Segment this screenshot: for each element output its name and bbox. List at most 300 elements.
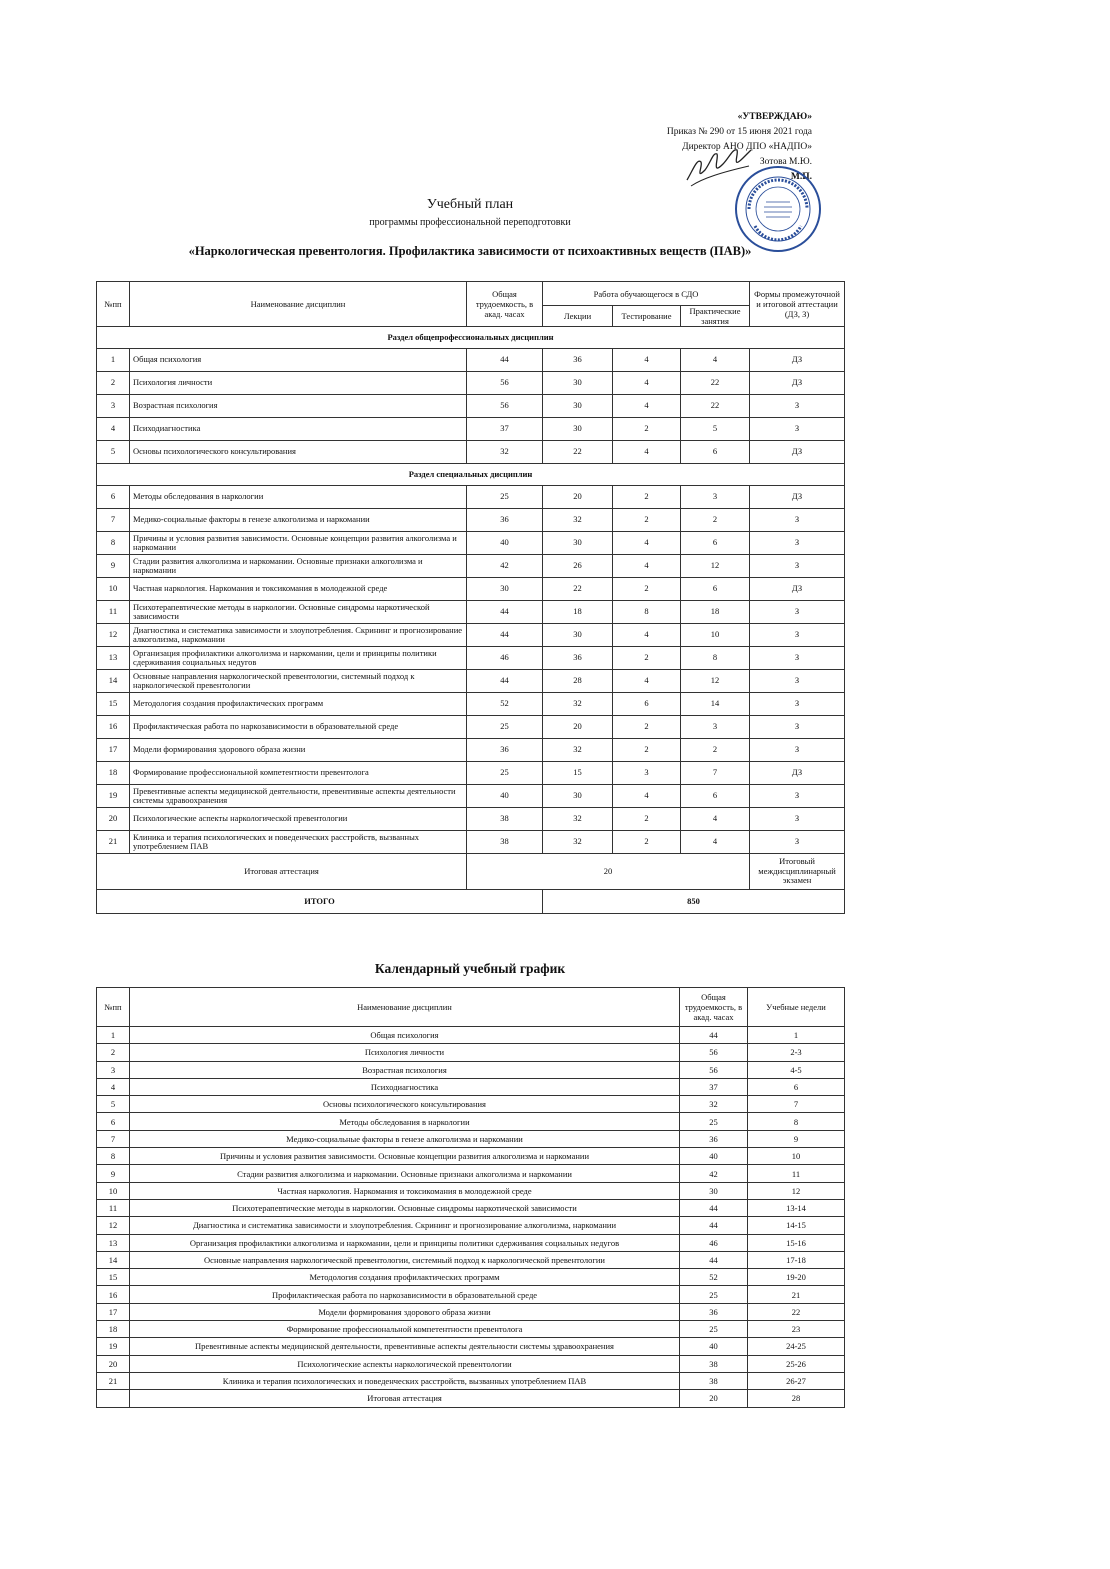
schedule-row-number: 21 bbox=[97, 1372, 130, 1389]
hours-cell: 46 bbox=[467, 647, 543, 670]
schedule-row bbox=[97, 1113, 845, 1130]
schedule-row-number: 10 bbox=[97, 1182, 130, 1199]
schedule-header-weeks: Учебные недели bbox=[748, 988, 845, 1027]
practice-cell: 6 bbox=[681, 785, 750, 808]
discipline-name: Методология создания профилактических программ bbox=[130, 693, 467, 716]
practice-cell: 5 bbox=[681, 418, 750, 441]
schedule-discipline-name: Основы психологического консультирования bbox=[130, 1096, 680, 1113]
schedule-discipline-name: Диагностика и систематика зависимости и злоупотребления. Скрининг и прогнозирование алкоголизма, наркомании bbox=[130, 1217, 680, 1234]
schedule-weeks-cell: 28 bbox=[748, 1390, 845, 1407]
schedule-discipline-name: Психология личности bbox=[130, 1044, 680, 1061]
hours-cell: 44 bbox=[467, 601, 543, 624]
row-number: 1 bbox=[97, 349, 130, 372]
row-number: 15 bbox=[97, 693, 130, 716]
schedule-weeks-cell: 11 bbox=[748, 1165, 845, 1182]
schedule-row bbox=[97, 1338, 845, 1355]
schedule-hours-cell: 40 bbox=[680, 1338, 748, 1355]
schedule-row-number: 8 bbox=[97, 1148, 130, 1165]
row-number: 5 bbox=[97, 441, 130, 464]
hours-cell: 42 bbox=[467, 555, 543, 578]
schedule-row bbox=[97, 1044, 845, 1061]
row-number: 19 bbox=[97, 785, 130, 808]
testing-cell: 8 bbox=[613, 601, 681, 624]
header-num: №пп bbox=[97, 282, 130, 327]
row-number: 8 bbox=[97, 532, 130, 555]
practice-cell: 7 bbox=[681, 762, 750, 785]
schedule-weeks-cell: 14-15 bbox=[748, 1217, 845, 1234]
approval-title: «УТВЕРЖДАЮ» bbox=[737, 112, 812, 122]
testing-cell: 4 bbox=[613, 532, 681, 555]
form-cell: З bbox=[750, 785, 845, 808]
schedule-hours-cell: 56 bbox=[680, 1061, 748, 1078]
row-number: 16 bbox=[97, 716, 130, 739]
header-lectures: Лекции bbox=[543, 306, 613, 327]
lectures-cell: 32 bbox=[543, 509, 613, 532]
lectures-cell: 22 bbox=[543, 441, 613, 464]
hours-cell: 25 bbox=[467, 486, 543, 509]
schedule-hours-cell: 40 bbox=[680, 1148, 748, 1165]
row-number: 11 bbox=[97, 601, 130, 624]
discipline-name: Клиника и терапия психологических и поведенческих расстройств, вызванных употреблением ПАВ bbox=[130, 831, 467, 854]
schedule-row-number: 15 bbox=[97, 1269, 130, 1286]
testing-cell: 2 bbox=[613, 647, 681, 670]
schedule-weeks-cell: 25-26 bbox=[748, 1355, 845, 1372]
form-cell: З bbox=[750, 395, 845, 418]
practice-cell: 4 bbox=[681, 349, 750, 372]
lectures-cell: 32 bbox=[543, 693, 613, 716]
practice-cell: 2 bbox=[681, 739, 750, 762]
final-form: Итоговый междисциплинарный экзамен bbox=[750, 854, 845, 890]
form-cell: ДЗ bbox=[750, 486, 845, 509]
table-row bbox=[97, 716, 845, 739]
hours-cell: 44 bbox=[467, 670, 543, 693]
testing-cell: 2 bbox=[613, 509, 681, 532]
schedule-discipline-name: Психологические аспекты наркологической превентологии bbox=[130, 1355, 680, 1372]
schedule-weeks-cell: 8 bbox=[748, 1113, 845, 1130]
schedule-discipline-name: Превентивные аспекты медицинской деятельности, превентивные аспекты деятельности системы здравоохранения bbox=[130, 1338, 680, 1355]
schedule-row-number: 7 bbox=[97, 1130, 130, 1147]
schedule-row-number: 16 bbox=[97, 1286, 130, 1303]
schedule-row bbox=[97, 1321, 845, 1338]
practice-cell: 12 bbox=[681, 555, 750, 578]
testing-cell: 4 bbox=[613, 785, 681, 808]
form-cell: З bbox=[750, 509, 845, 532]
testing-cell: 4 bbox=[613, 372, 681, 395]
hours-cell: 44 bbox=[467, 624, 543, 647]
form-cell: З bbox=[750, 808, 845, 831]
schedule-discipline-name: Психодиагностика bbox=[130, 1078, 680, 1095]
approval-name: Зотова М.Ю. bbox=[759, 157, 812, 167]
table-row bbox=[97, 349, 845, 372]
schedule-discipline-name: Методы обследования в наркологии bbox=[130, 1113, 680, 1130]
schedule-header-num: №пп bbox=[97, 988, 130, 1027]
schedule-row bbox=[97, 1199, 845, 1216]
lectures-cell: 30 bbox=[543, 395, 613, 418]
schedule-weeks-cell: 2-3 bbox=[748, 1044, 845, 1061]
schedule-discipline-name: Основные направления наркологической превентологии, системный подход к наркологической превентологии bbox=[130, 1251, 680, 1268]
practice-cell: 2 bbox=[681, 509, 750, 532]
schedule-weeks-cell: 19-20 bbox=[748, 1269, 845, 1286]
row-number: 4 bbox=[97, 418, 130, 441]
lectures-cell: 30 bbox=[543, 372, 613, 395]
final-hours: 20 bbox=[467, 854, 750, 890]
table-row bbox=[97, 693, 845, 716]
schedule-hours-cell: 42 bbox=[680, 1165, 748, 1182]
lectures-cell: 26 bbox=[543, 555, 613, 578]
form-cell: З bbox=[750, 601, 845, 624]
schedule-discipline-name: Медико-социальные факторы в генезе алкоголизма и наркомании bbox=[130, 1130, 680, 1147]
header-practice: Практические занятия bbox=[681, 306, 750, 327]
schedule-row bbox=[97, 1061, 845, 1078]
practice-cell: 3 bbox=[681, 486, 750, 509]
schedule-title: Календарный учебный график bbox=[374, 961, 566, 976]
discipline-name: Частная наркология. Наркомания и токсикомания в молодежной среде bbox=[130, 578, 467, 601]
hours-cell: 37 bbox=[467, 418, 543, 441]
table-row bbox=[97, 418, 845, 441]
schedule-weeks-cell: 7 bbox=[748, 1096, 845, 1113]
table-row bbox=[97, 831, 845, 854]
schedule-weeks-cell: 6 bbox=[748, 1078, 845, 1095]
testing-cell: 2 bbox=[613, 486, 681, 509]
schedule-row bbox=[97, 1372, 845, 1389]
schedule-hours-cell: 44 bbox=[680, 1199, 748, 1216]
practice-cell: 12 bbox=[681, 670, 750, 693]
total-label: ИТОГО bbox=[97, 890, 543, 914]
schedule-discipline-name: Психотерапевтические методы в наркологии. Основные синдромы наркотической зависимости bbox=[130, 1199, 680, 1216]
form-cell: З bbox=[750, 624, 845, 647]
schedule-discipline-name: Частная наркология. Наркомания и токсикомания в молодежной среде bbox=[130, 1182, 680, 1199]
testing-cell: 4 bbox=[613, 441, 681, 464]
schedule-table bbox=[96, 987, 845, 1408]
table-row bbox=[97, 441, 845, 464]
schedule-hours-cell: 37 bbox=[680, 1078, 748, 1095]
practice-cell: 10 bbox=[681, 624, 750, 647]
schedule-row bbox=[97, 1027, 845, 1044]
schedule-hours-cell: 25 bbox=[680, 1321, 748, 1338]
header-hours: Общая трудоемкость, в акад. часах bbox=[467, 282, 543, 327]
discipline-name: Психодиагностика bbox=[130, 418, 467, 441]
schedule-weeks-cell: 26-27 bbox=[748, 1372, 845, 1389]
section-general: Раздел общепрофессиональных дисциплин bbox=[97, 327, 845, 349]
schedule-row-number: 18 bbox=[97, 1321, 130, 1338]
schedule-hours-cell: 44 bbox=[680, 1027, 748, 1044]
row-number: 12 bbox=[97, 624, 130, 647]
testing-cell: 2 bbox=[613, 831, 681, 854]
schedule-discipline-name: Формирование профессиональной компетентности превентолога bbox=[130, 1321, 680, 1338]
practice-cell: 8 bbox=[681, 647, 750, 670]
schedule-row bbox=[97, 1286, 845, 1303]
lectures-cell: 20 bbox=[543, 486, 613, 509]
schedule-weeks-cell: 13-14 bbox=[748, 1199, 845, 1216]
testing-cell: 3 bbox=[613, 762, 681, 785]
hours-cell: 36 bbox=[467, 739, 543, 762]
document-subtitle: программы профессиональной переподготовки bbox=[369, 217, 571, 228]
schedule-row-number: 5 bbox=[97, 1096, 130, 1113]
schedule-hours-cell: 25 bbox=[680, 1113, 748, 1130]
discipline-name: Общая психология bbox=[130, 349, 467, 372]
schedule-weeks-cell: 24-25 bbox=[748, 1338, 845, 1355]
schedule-discipline-name: Модели формирования здорового образа жизни bbox=[130, 1303, 680, 1320]
table-row bbox=[97, 532, 845, 555]
document-title: Учебный план bbox=[426, 197, 514, 212]
practice-cell: 18 bbox=[681, 601, 750, 624]
discipline-name: Причины и условия развития зависимости. Основные концепции развития алкоголизма и наркомании bbox=[130, 532, 467, 555]
form-cell: З bbox=[750, 739, 845, 762]
discipline-name: Формирование профессиональной компетентности превентолога bbox=[130, 762, 467, 785]
lectures-cell: 32 bbox=[543, 739, 613, 762]
discipline-name: Организация профилактики алкоголизма и наркомании, цели и принципы политики сдерживания социальных недугов bbox=[130, 647, 467, 670]
row-number: 7 bbox=[97, 509, 130, 532]
schedule-discipline-name: Профилактическая работа по наркозависимости в образовательной среде bbox=[130, 1286, 680, 1303]
section-special: Раздел специальных дисциплин bbox=[97, 464, 845, 486]
lectures-cell: 30 bbox=[543, 532, 613, 555]
table-row bbox=[97, 578, 845, 601]
form-cell: З bbox=[750, 831, 845, 854]
schedule-weeks-cell: 4-5 bbox=[748, 1061, 845, 1078]
schedule-discipline-name: Организация профилактики алкоголизма и наркомании, цели и принципы политики сдерживания социальных недугов bbox=[130, 1234, 680, 1251]
schedule-hours-cell: 56 bbox=[680, 1044, 748, 1061]
schedule-discipline-name: Общая психология bbox=[130, 1027, 680, 1044]
schedule-row-number: 14 bbox=[97, 1251, 130, 1268]
schedule-row-number: 3 bbox=[97, 1061, 130, 1078]
practice-cell: 6 bbox=[681, 578, 750, 601]
schedule-row bbox=[97, 1182, 845, 1199]
schedule-hours-cell: 44 bbox=[680, 1251, 748, 1268]
approval-mp: М.П. bbox=[790, 172, 812, 182]
hours-cell: 30 bbox=[467, 578, 543, 601]
practice-cell: 6 bbox=[681, 441, 750, 464]
discipline-name: Психология личности bbox=[130, 372, 467, 395]
lectures-cell: 20 bbox=[543, 716, 613, 739]
practice-cell: 4 bbox=[681, 831, 750, 854]
schedule-discipline-name: Стадии развития алкоголизма и наркомании. Основные признаки алкоголизма и наркомании bbox=[130, 1165, 680, 1182]
schedule-discipline-name: Возрастная психология bbox=[130, 1061, 680, 1078]
lectures-cell: 30 bbox=[543, 418, 613, 441]
schedule-row bbox=[97, 1130, 845, 1147]
schedule-weeks-cell: 22 bbox=[748, 1303, 845, 1320]
testing-cell: 4 bbox=[613, 670, 681, 693]
header-work: Работа обучающегося в СДО bbox=[543, 282, 750, 306]
testing-cell: 2 bbox=[613, 578, 681, 601]
row-number: 2 bbox=[97, 372, 130, 395]
lectures-cell: 28 bbox=[543, 670, 613, 693]
discipline-name: Психологические аспекты наркологической превентологии bbox=[130, 808, 467, 831]
schedule-weeks-cell: 9 bbox=[748, 1130, 845, 1147]
schedule-weeks-cell: 12 bbox=[748, 1182, 845, 1199]
row-number: 9 bbox=[97, 555, 130, 578]
header-forms: Формы промежуточной и итоговой аттестации (ДЗ, З) bbox=[750, 282, 845, 327]
schedule-hours-cell: 44 bbox=[680, 1217, 748, 1234]
schedule-row-number: 12 bbox=[97, 1217, 130, 1234]
discipline-name: Модели формирования здорового образа жизни bbox=[130, 739, 467, 762]
table-row bbox=[97, 808, 845, 831]
schedule-row bbox=[97, 1165, 845, 1182]
lectures-cell: 30 bbox=[543, 785, 613, 808]
form-cell: ДЗ bbox=[750, 762, 845, 785]
hours-cell: 38 bbox=[467, 808, 543, 831]
schedule-row bbox=[97, 1390, 845, 1407]
schedule-hours-cell: 32 bbox=[680, 1096, 748, 1113]
schedule-row bbox=[97, 1269, 845, 1286]
schedule-row bbox=[97, 1303, 845, 1320]
table-row bbox=[97, 486, 845, 509]
hours-cell: 56 bbox=[467, 372, 543, 395]
form-cell: ДЗ bbox=[750, 372, 845, 395]
approval-director: Директор АНО ДПО «НАДПО» bbox=[682, 142, 812, 152]
form-cell: З bbox=[750, 670, 845, 693]
schedule-row-number: 2 bbox=[97, 1044, 130, 1061]
hours-cell: 25 bbox=[467, 762, 543, 785]
schedule-weeks-cell: 10 bbox=[748, 1148, 845, 1165]
testing-cell: 2 bbox=[613, 739, 681, 762]
schedule-discipline-name: Клиника и терапия психологических и поведенческих расстройств, вызванных употреблением ПАВ bbox=[130, 1372, 680, 1389]
schedule-row-number: 20 bbox=[97, 1355, 130, 1372]
schedule-row bbox=[97, 1148, 845, 1165]
hours-cell: 40 bbox=[467, 532, 543, 555]
schedule-hours-cell: 20 bbox=[680, 1390, 748, 1407]
discipline-name: Медико-социальные факторы в генезе алкоголизма и наркомании bbox=[130, 509, 467, 532]
testing-cell: 4 bbox=[613, 395, 681, 418]
schedule-header-hours: Общая трудоемкость, в акад. часах bbox=[680, 988, 748, 1027]
hours-cell: 38 bbox=[467, 831, 543, 854]
practice-cell: 4 bbox=[681, 808, 750, 831]
hours-cell: 44 bbox=[467, 349, 543, 372]
table-row bbox=[97, 762, 845, 785]
schedule-row-number: 19 bbox=[97, 1338, 130, 1355]
form-cell: З bbox=[750, 418, 845, 441]
table-row bbox=[97, 624, 845, 647]
schedule-discipline-name: Причины и условия развития зависимости. Основные концепции развития алкоголизма и наркомании bbox=[130, 1148, 680, 1165]
schedule-weeks-cell: 15-16 bbox=[748, 1234, 845, 1251]
row-number: 21 bbox=[97, 831, 130, 854]
hours-cell: 56 bbox=[467, 395, 543, 418]
schedule-hours-cell: 52 bbox=[680, 1269, 748, 1286]
row-number: 10 bbox=[97, 578, 130, 601]
discipline-name: Диагностика и систематика зависимости и злоупотребления. Скрининг и прогнозирование алкоголизма, наркомании bbox=[130, 624, 467, 647]
schedule-row bbox=[97, 1096, 845, 1113]
form-cell: З bbox=[750, 532, 845, 555]
table-row bbox=[97, 601, 845, 624]
form-cell: ДЗ bbox=[750, 578, 845, 601]
form-cell: З bbox=[750, 693, 845, 716]
lectures-cell: 36 bbox=[543, 349, 613, 372]
schedule-weeks-cell: 23 bbox=[748, 1321, 845, 1338]
hours-cell: 52 bbox=[467, 693, 543, 716]
row-number: 13 bbox=[97, 647, 130, 670]
form-cell: ДЗ bbox=[750, 349, 845, 372]
discipline-name: Основные направления наркологической превентологии, системный подход к наркологической превентологии bbox=[130, 670, 467, 693]
schedule-row bbox=[97, 1251, 845, 1268]
row-number: 20 bbox=[97, 808, 130, 831]
lectures-cell: 32 bbox=[543, 808, 613, 831]
hours-cell: 40 bbox=[467, 785, 543, 808]
testing-cell: 4 bbox=[613, 555, 681, 578]
hours-cell: 32 bbox=[467, 441, 543, 464]
table-row bbox=[97, 785, 845, 808]
testing-cell: 6 bbox=[613, 693, 681, 716]
schedule-discipline-name: Итоговая аттестация bbox=[130, 1390, 680, 1407]
discipline-name: Возрастная психология bbox=[130, 395, 467, 418]
final-label: Итоговая аттестация bbox=[97, 854, 467, 890]
schedule-header-name: Наименование дисциплин bbox=[130, 988, 680, 1027]
schedule-row bbox=[97, 1217, 845, 1234]
schedule-weeks-cell: 21 bbox=[748, 1286, 845, 1303]
table-row bbox=[97, 555, 845, 578]
final-attestation-row bbox=[97, 854, 845, 890]
schedule-hours-cell: 25 bbox=[680, 1286, 748, 1303]
schedule-row bbox=[97, 1355, 845, 1372]
form-cell: ДЗ bbox=[750, 441, 845, 464]
practice-cell: 6 bbox=[681, 532, 750, 555]
testing-cell: 4 bbox=[613, 624, 681, 647]
form-cell: З bbox=[750, 555, 845, 578]
schedule-hours-cell: 36 bbox=[680, 1130, 748, 1147]
schedule-row bbox=[97, 1078, 845, 1095]
schedule-hours-cell: 38 bbox=[680, 1372, 748, 1389]
schedule-discipline-name: Методология создания профилактических программ bbox=[130, 1269, 680, 1286]
schedule-row-number: 1 bbox=[97, 1027, 130, 1044]
discipline-name: Основы психологического консультирования bbox=[130, 441, 467, 464]
lectures-cell: 18 bbox=[543, 601, 613, 624]
lectures-cell: 22 bbox=[543, 578, 613, 601]
table-row bbox=[97, 670, 845, 693]
schedule-weeks-cell: 1 bbox=[748, 1027, 845, 1044]
lectures-cell: 30 bbox=[543, 624, 613, 647]
table-row bbox=[97, 739, 845, 762]
row-number: 18 bbox=[97, 762, 130, 785]
discipline-name: Психотерапевтические методы в наркологии. Основные синдромы наркотической зависимости bbox=[130, 601, 467, 624]
program-title: «Наркологическая превентология. Профилактика зависимости от психоактивных веществ (ПАВ)» bbox=[188, 244, 752, 258]
schedule-hours-cell: 46 bbox=[680, 1234, 748, 1251]
testing-cell: 2 bbox=[613, 808, 681, 831]
discipline-name: Профилактическая работа по наркозависимости в образовательной среде bbox=[130, 716, 467, 739]
schedule-hours-cell: 30 bbox=[680, 1182, 748, 1199]
form-cell: З bbox=[750, 647, 845, 670]
total-hours: 850 bbox=[543, 890, 845, 914]
schedule-hours-cell: 38 bbox=[680, 1355, 748, 1372]
discipline-name: Превентивные аспекты медицинской деятельности, превентивные аспекты деятельности системы здравоохранения bbox=[130, 785, 467, 808]
schedule-row-number bbox=[97, 1390, 130, 1407]
schedule-row-number: 17 bbox=[97, 1303, 130, 1320]
schedule-row-number: 13 bbox=[97, 1234, 130, 1251]
schedule-row-number: 9 bbox=[97, 1165, 130, 1182]
schedule-row-number: 11 bbox=[97, 1199, 130, 1216]
schedule-row-number: 6 bbox=[97, 1113, 130, 1130]
row-number: 6 bbox=[97, 486, 130, 509]
schedule-weeks-cell: 17-18 bbox=[748, 1251, 845, 1268]
testing-cell: 2 bbox=[613, 418, 681, 441]
hours-cell: 25 bbox=[467, 716, 543, 739]
discipline-name: Методы обследования в наркологии bbox=[130, 486, 467, 509]
practice-cell: 22 bbox=[681, 372, 750, 395]
total-row bbox=[97, 890, 845, 914]
lectures-cell: 32 bbox=[543, 831, 613, 854]
header-testing: Тестирование bbox=[613, 306, 681, 327]
header-name: Наименование дисциплин bbox=[130, 282, 467, 327]
approval-order: Приказ № 290 от 15 июня 2021 года bbox=[666, 127, 812, 137]
table-row bbox=[97, 509, 845, 532]
hours-cell: 36 bbox=[467, 509, 543, 532]
testing-cell: 2 bbox=[613, 716, 681, 739]
schedule-row-number: 4 bbox=[97, 1078, 130, 1095]
row-number: 14 bbox=[97, 670, 130, 693]
testing-cell: 4 bbox=[613, 349, 681, 372]
practice-cell: 22 bbox=[681, 395, 750, 418]
table-row bbox=[97, 647, 845, 670]
table-row bbox=[97, 372, 845, 395]
discipline-name: Стадии развития алкоголизма и наркомании. Основные признаки алкоголизма и наркомании bbox=[130, 555, 467, 578]
lectures-cell: 15 bbox=[543, 762, 613, 785]
